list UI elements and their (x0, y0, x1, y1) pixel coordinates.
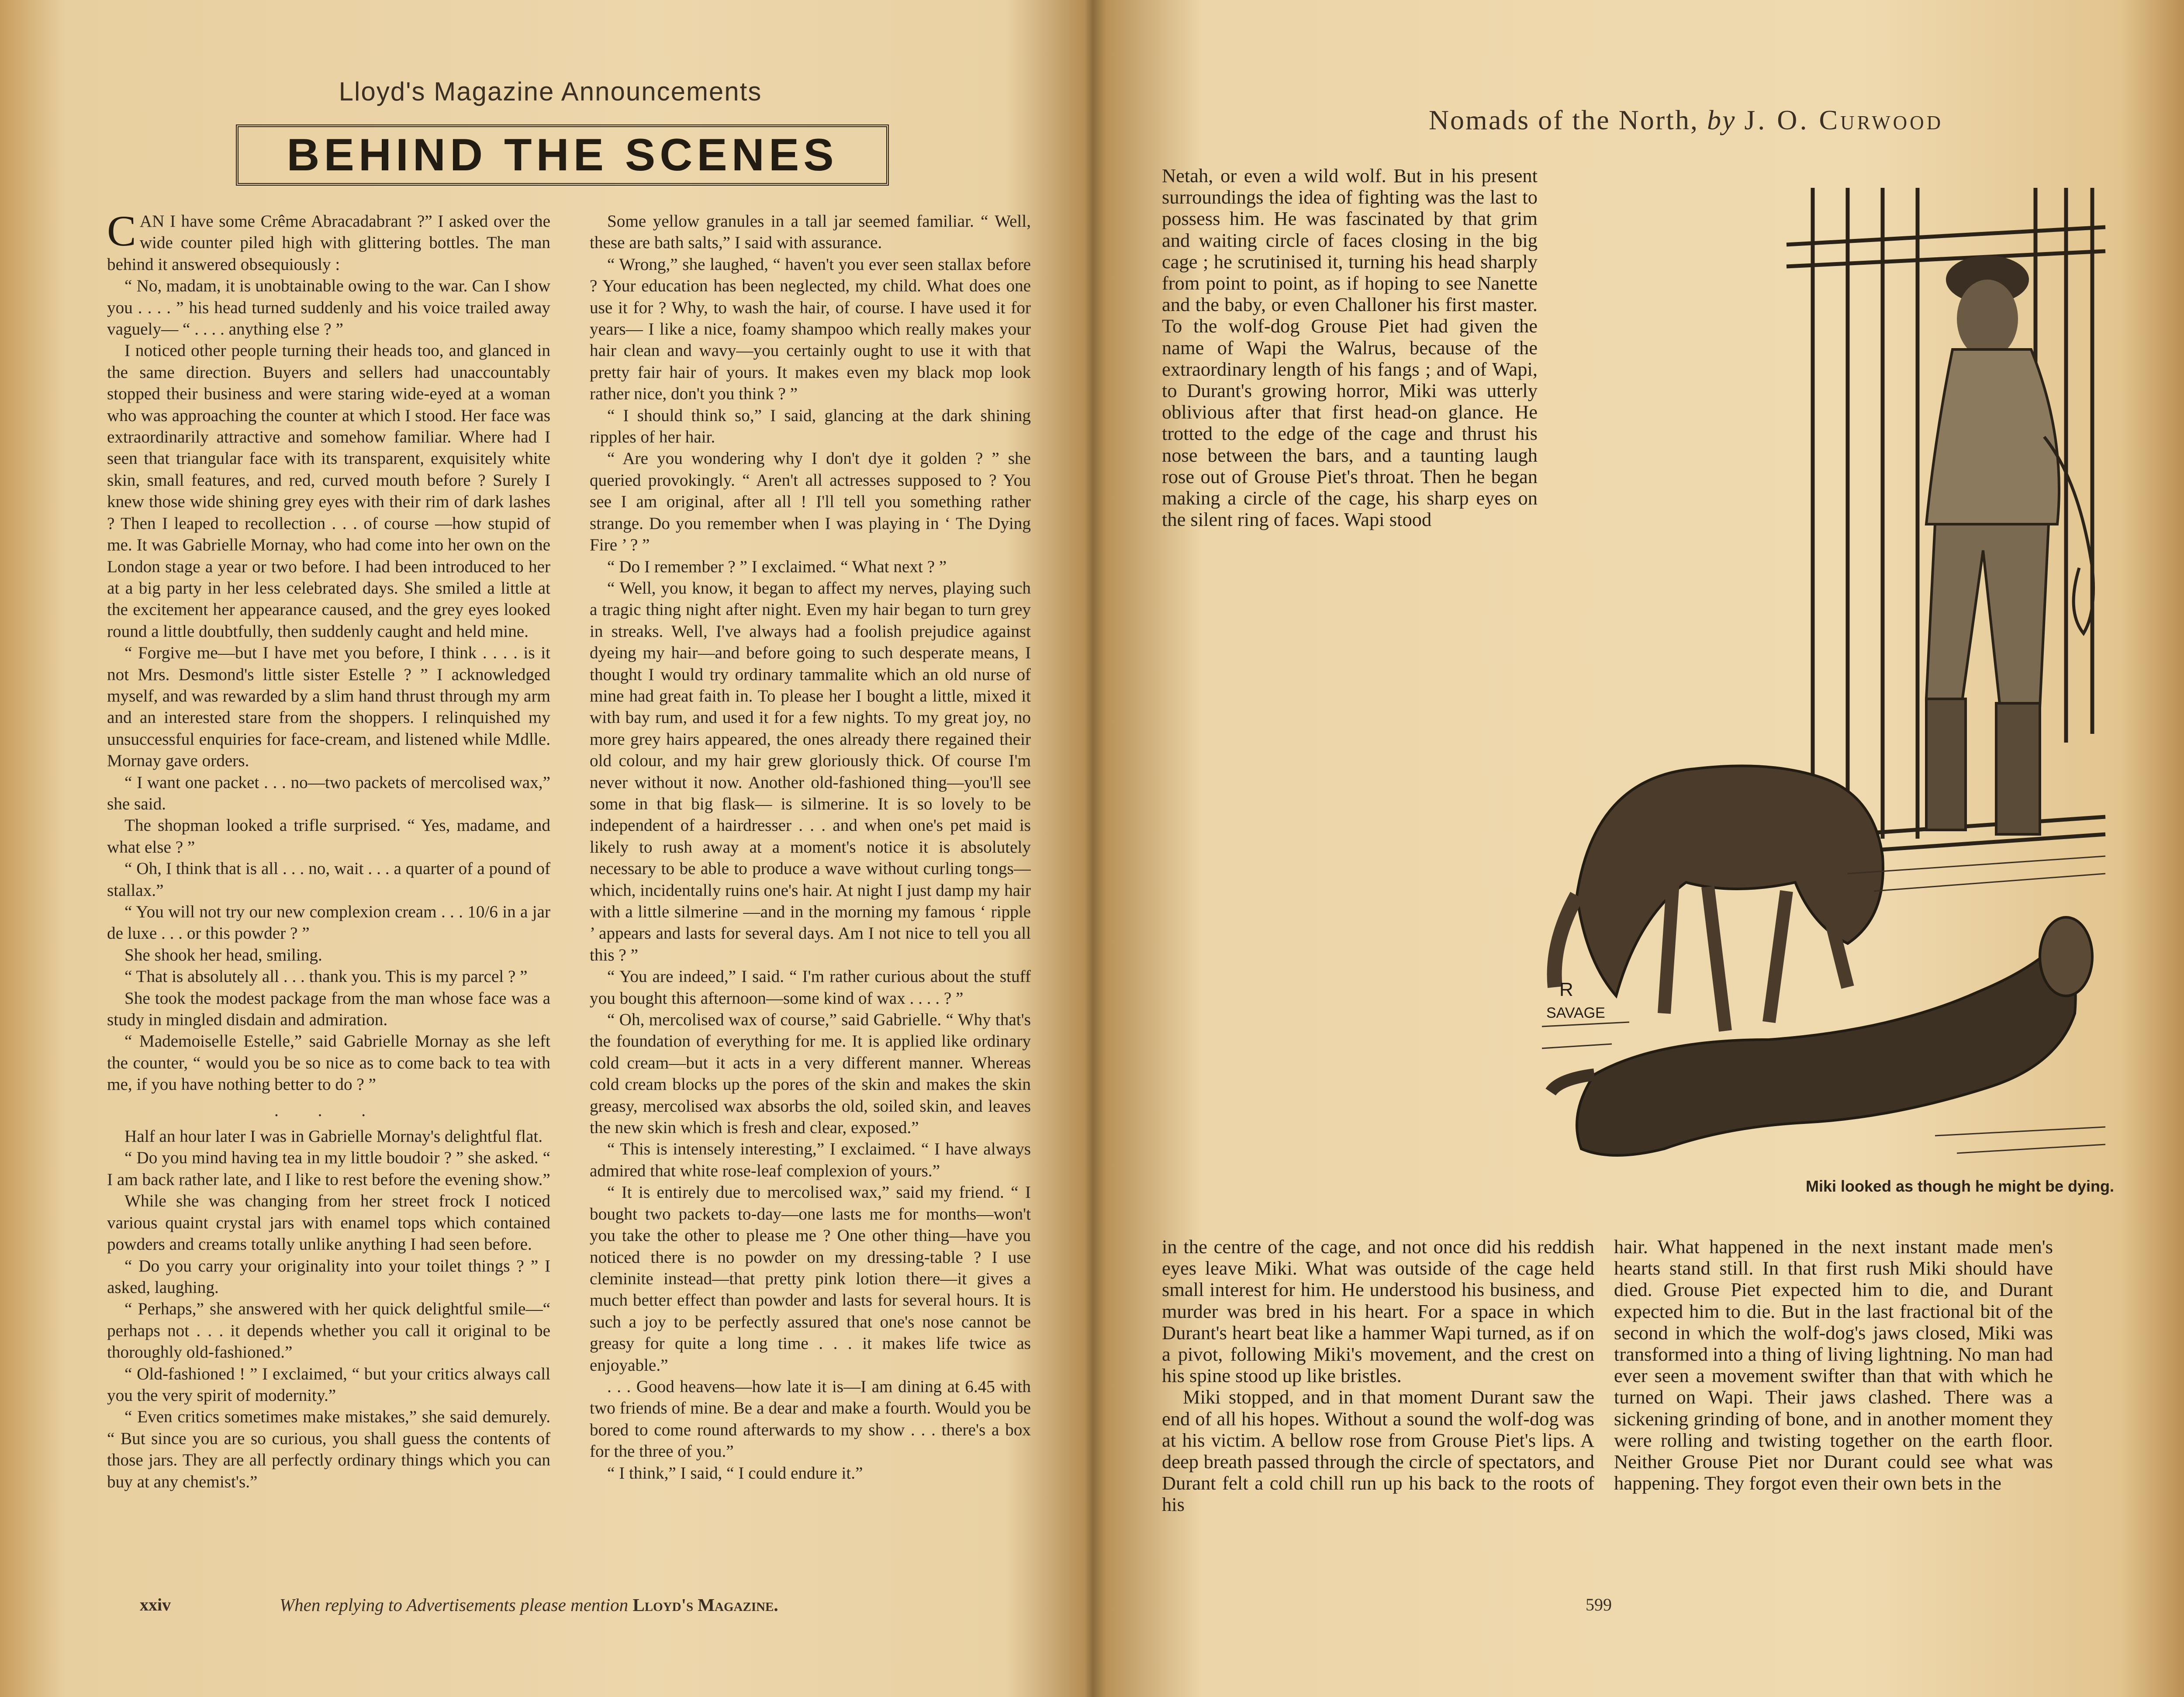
footer-magazine-name: Lloyd's Magazine. (632, 1595, 778, 1615)
running-head-left: Lloyd's Magazine Announcements (339, 77, 762, 106)
paragraph: Netah, or even a wild wolf. But in his present surroundings the idea of fighting was the last to possess him. He was fascinated by that grim and waiting circle of faces closing in the big cage ; he scrutinised it, turning his head sharply from point to point, as if hoping to see Nanette and the baby, or even Challoner his first master. To the wolf-dog Grouse Piet had given the name of Wapi the Walrus, because of the extraordinary length of his fangs ; and of Wapi, to Durant's growing horror, Miki was utterly oblivious after that first head-on glance. He trotted to the edge of the cage and thrust his nose between the bars, and a taunting laugh rose out of Grouse Piet's throat. Then he began making a circle of the cage, his sharp eyes on the silent ring of faces. Wapi stood (1162, 165, 1538, 531)
left-column-1 (107, 211, 550, 1591)
paragraph: in the centre of the cage, and not once did his reddish eyes leave Miki. What was outside of the cage held small interest for him. He understood his business, and murder was bred in his heart. For a space in which Durant's heart beat like a hammer Wapi turned, as if on a pivot, following Miki's movement, and the crest on his spine stood up like bristles. (1162, 1236, 1594, 1387)
paragraph: “ Even critics sometimes make mistakes,” she said demurely. “ But since you are so curious, you shall guess the contents of those jars. They are all perfectly ordinary things which you can buy at any chemist's.” (107, 1407, 550, 1491)
paragraph: “ You will not try our new complexion cream . . . 10/6 in a jar de luxe . . . or this powder ? ” (107, 902, 550, 943)
paragraph: “ Do you carry your originality into your toilet things ? ” I asked, laughing. (107, 1256, 550, 1297)
paragraph: “ That is absolutely all . . . thank you. This is my parcel ? ” (124, 967, 528, 986)
paragraph: While she was changing from her street frock I noticed various quaint crystal jars with enamel tops which contained powders and creams totally unlike anything I had seen before. (107, 1192, 550, 1254)
left-page (0, 0, 1090, 1697)
paragraph: “ You are indeed,” I said. “ I'm rather curious about the stuff you bought this afternoon—some kind of wax . . . . ? ” (590, 967, 1031, 1008)
paragraph: “ Old-fashioned ! ” I exclaimed, “ but your critics always call you the very spirit of modernity.” (107, 1364, 550, 1405)
left-column-2 (590, 211, 1031, 1591)
section-separator: . . . (274, 1101, 383, 1120)
byline-by: by (1707, 104, 1736, 135)
story-bottom-column-1 (1162, 1236, 1594, 1590)
drop-cap: C (107, 211, 136, 255)
standing-dog (1555, 766, 1883, 1031)
paragraph: “ Forgive me—but I have met you before, I think . . . . is it not Mrs. Desmond's little sister Estelle ? ” I acknowledged myself, and was rewarded by a slim hand thrust through my arm and an interested stare from the shoppers. I relinquished my unsuccessful enquiries for face-cream, and listened while Mdlle. Mornay gave orders. (107, 643, 550, 771)
paragraph: Half an hour later I was in Gabrielle Mornay's delightful flat. (124, 1127, 543, 1146)
paragraph: She took the modest package from the man whose face was a study in mingled disdain and admiration. (107, 988, 550, 1030)
paragraph: “ Are you wondering why I don't dye it golden ? ” she queried provokingly. “ Aren't all actresses supposed to ? You see I am original, after all ! I'll tell you something rather strange. Do you remember when I was playing in ‘ The Dying Fire ’ ? ” (590, 449, 1031, 555)
paragraph: “ Oh, mercolised wax of course,” said Gabrielle. “ Why that's the foundation of everything for me. It is applied like ordinary cold cream—but it acts in a very different manner. Whereas cold cream blocks up the pores of the skin and makes the skin greasy, mercolised wax absorbs the old, soiled skin, and leaves the new skin which is fresh and clear, exposed.” (590, 1010, 1031, 1137)
story-bottom-column-2 (1614, 1236, 2053, 1590)
paragraph: “ Oh, I think that is all . . . no, wait . . . a quarter of a pound of stallax.” (107, 859, 550, 900)
paragraph: “ Mademoiselle Estelle,” said Gabrielle Mornay as she left the counter, “ would you be so nice as to come back to tea with me, if you have nothing better to do ? ” (107, 1032, 550, 1094)
paragraph: “ This is intensely interesting,” I exclaimed. “ I have always admired that white rose-leaf complexion of yours.” (590, 1140, 1031, 1180)
paragraph: “ No, madam, it is unobtainable owing to the war. Can I show you . . . . ” his head turned suddenly and his voice trailed away vaguely— “ . . . . anything else ? ” (107, 276, 550, 339)
paragraph: CAN I have some Crême Abracadabrant ?” I asked over the wide counter piled high with glittering bottles. The man behind it answered obsequiously : (107, 211, 550, 274)
paragraph: “ Well, you know, it began to affect my nerves, playing such a tragic thing night after night. Even my hair began to turn grey in streaks. Well, I've always had a foolish prejudice against dyeing my hair—and before going to such desperate means, I thought I would try ordinary tammalite which an old nurse of mine had great faith in. To please her I bought a little, mixed it with bay rum, and used it for a few nights. To my great joy, no more grey hairs appeared, the ones already there regained their old colour, and my hair grew gloriously thick. Of course I'm never without it now. Another old-fashioned thing—you'll see some in that big flask— is silmerine. It is so lovely to be independent of a hairdresser . . . and when one's pet maid is likely to rush away at a moment's notice it is absolutely necessary to be able to produce a wave without curling tongs—which, incidentally ruins one's hair. At night I just damp my hair with a little silmerine —and in the morning my famous ‘ ripple ’ appears and lasts for several days. Am I not nice to tell you all this ? ” (590, 578, 1031, 964)
paragraph: I noticed other people turning their heads too, and glanced in the same direction. Buyers and sellers had unaccountably stopped their business and were staring wide-eyed at a woman who was approaching the counter at which I stood. Her face was extraordinarily attractive and somehow familiar. Where had I seen that triangular face with its transparent, exquisitely white skin, small features, and red, curved mouth before ? Surely I knew those wide shining grey eyes with their rim of dark lashes ? Then I leaped to recollection . . . of course —how stupid of me. It was Gabrielle Mornay, who had come into her own on the London stage a year or two before. I had been introduced to her at a big party in her less celebrated days. She smiled a little at the excitement her appearance caused, and the grey eyes looked round a little doubtfully, then suddenly caught and held mine. (107, 341, 550, 641)
paragraph: Miki stopped, and in that moment Durant saw the end of all his hopes. Without a sound the wolf-dog was at his victim. A bellow rose from Grouse Piet's lips. A deep breath passed through the circle of spectators, and Durant felt a cold chill run up his back to the roots of his (1162, 1386, 1594, 1516)
dog-fight-illustration (1542, 175, 2110, 1201)
paragraph: “ I should think so,” I said, glancing at the dark shining ripples of her hair. (590, 406, 1031, 447)
paragraph: “ Wrong,” she laughed, “ haven't you ever seen stallax before ? Your education has been neglected, my child. What does one use it for ? Why, to wash the hair, of course. I have used it for years— I like a nice, foamy shampoo which really makes your hair clean and wavy—you certainly ought to use it with that pretty fair hair of yours. It makes even my black mop look rather nice, don't you think ? ” (590, 255, 1031, 404)
paragraph: The shopman looked a trifle surprised. “ Yes, madame, and what else ? ” (107, 816, 550, 857)
paragraph: Some yellow granules in a tall jar seemed familiar. “ Well, these are bath salts,” I said with assurance. (590, 212, 1031, 252)
paragraph: “ It is entirely due to mercolised wax,” said my friend. “ I bought two packets to-day—one lasts me for months—won't you take the other to please me ? One other thing—have you noticed there is no powder on my dressing-table ? I use cleminite instead—that pretty pink lotion there—it gives a much better effect than powder and lasts for several hours. It is such a joy to be perfectly assured that one's nose cannot be greasy for quite a long time . . . it makes life twice as enjoyable.” (590, 1183, 1031, 1375)
paragraph: hair. What happened in the next instant made men's hearts stand still. In that first rush Miki should have died. Grouse Piet expected him to die, and Durant expected him to die. But in the last fractional bit of the second in which the wolf-dog's jaws closed, Miki was transformed into a thing of living lightning. No man had ever seen a movement swifter than that with which he turned on Wapi. Their jaws clashed. There was a sickening grinding of bone, and in another moment they were rolling and twisting together on the earth floor. Neither Grouse Piet nor Durant could see what was happening. They forgot even their own bets in the (1614, 1236, 2053, 1494)
paragraph: “ Perhaps,” she answered with her quick delightful smile—“ perhaps not . . . it depends whether you call it original to be thoroughly old-fashioned.” (107, 1300, 550, 1362)
footer-italic: When replying to Advertisements please mention (280, 1595, 629, 1615)
footer-advert-note (280, 1594, 778, 1615)
author-name: J. O. Curwood (1744, 104, 1944, 135)
paragraph: She shook her head, smiling. (124, 945, 322, 964)
folio-left: xxiv (140, 1595, 171, 1614)
paragraph: “ I think,” I said, “ I could endure it.” (607, 1463, 863, 1483)
paragraph: “ Do I remember ? ” I exclaimed. “ What next ? ” (607, 557, 947, 576)
banner-title: BEHIND THE SCENES (236, 124, 889, 186)
illustration-svg (1542, 175, 2110, 1201)
illustration-caption: Miki looked as though he might be dying. (1805, 1177, 2114, 1195)
folio-right: 599 (1586, 1595, 1612, 1614)
paragraph: “ I want one packet . . . no—two packets of mercolised wax,” she said. (107, 773, 550, 813)
paragraph: “ Do you mind having tea in my little boudoir ? ” she asked. “ I am back rather late, and I like to rest before the evening show.” (107, 1148, 550, 1189)
signature-name: SAVAGE (1546, 1005, 1605, 1021)
running-head-right (1227, 104, 2145, 136)
story-top-text (1162, 165, 1538, 650)
story-title: Nomads of the North, (1428, 104, 1699, 135)
man-figure (1926, 256, 2094, 834)
paragraph: . . . Good heavens—how late it is—I am dining at 6.45 with two friends of mine. Be a dear and make a fourth. Would you be bored to come round afterwards to my show . . . there's a box for the three of you.” (590, 1377, 1031, 1461)
right-page (1096, 0, 2184, 1697)
signature-initial: R (1559, 979, 1573, 1000)
